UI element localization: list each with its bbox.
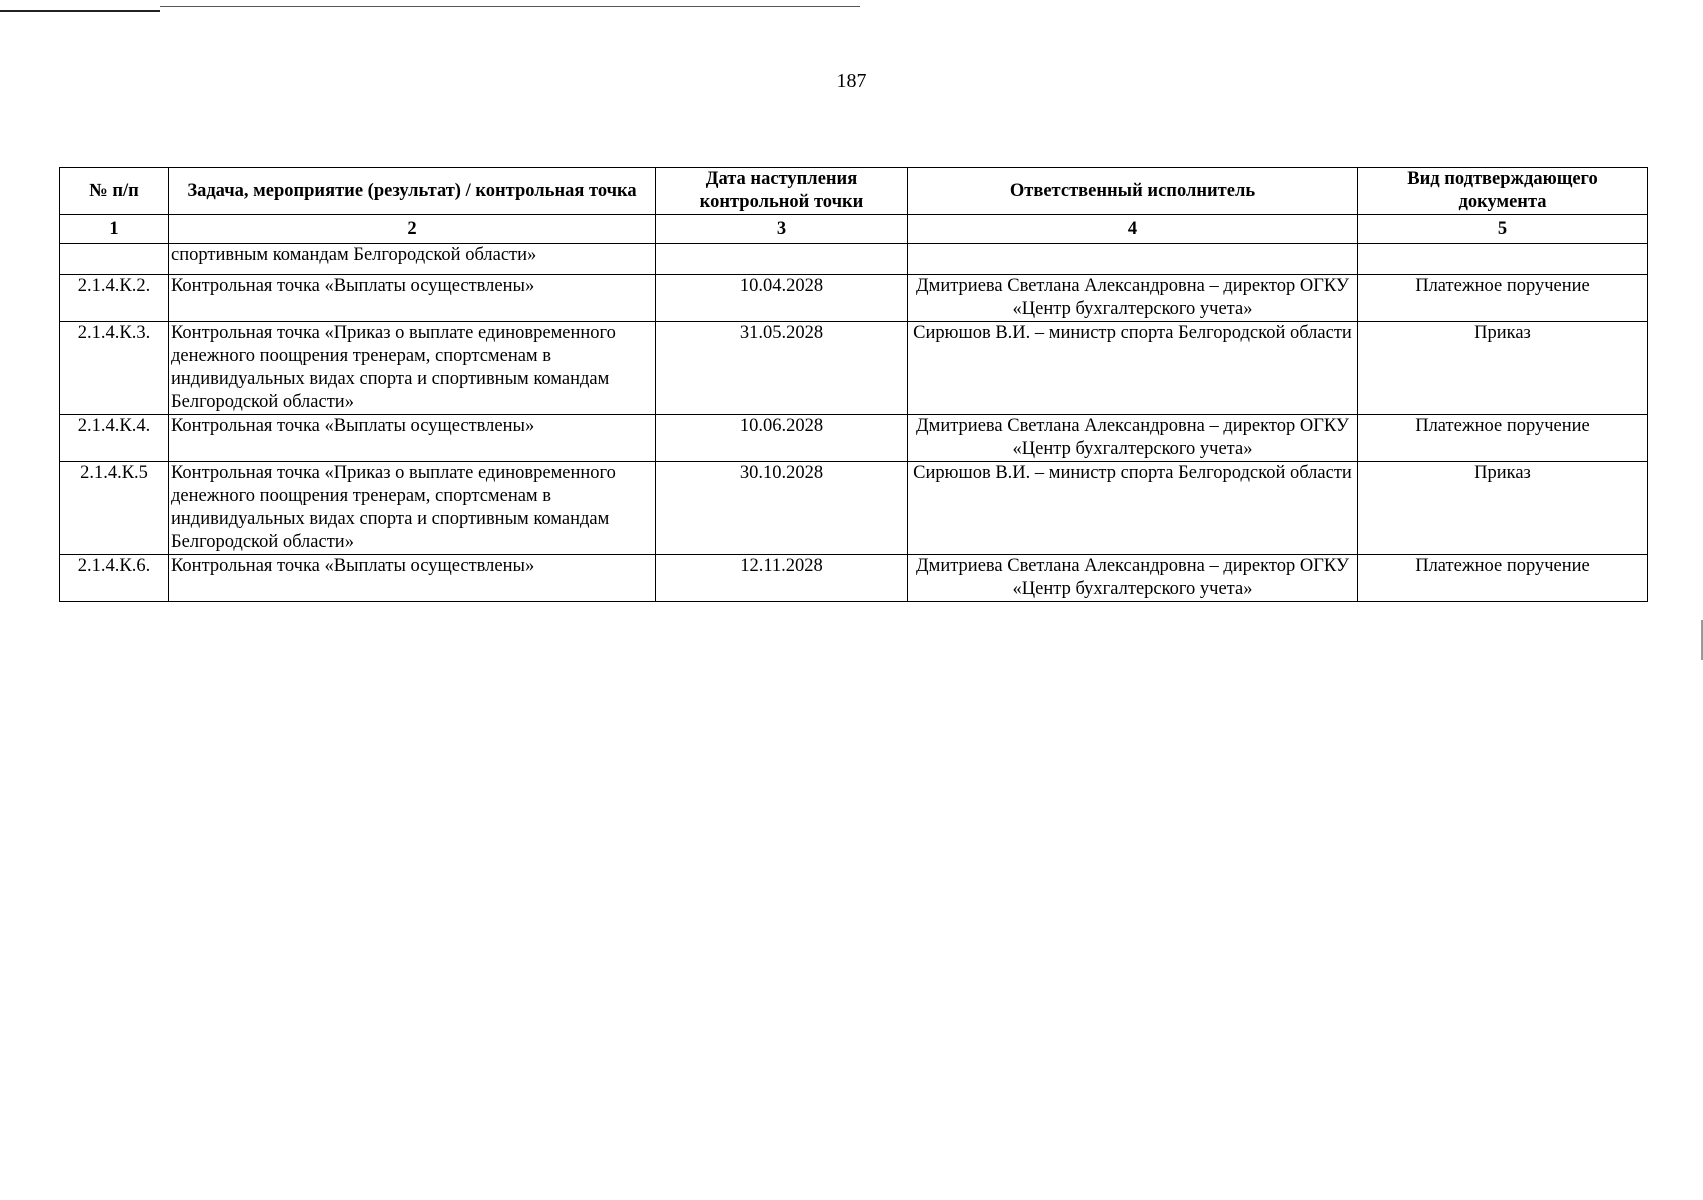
control-points-table xyxy=(59,167,1648,602)
column-number: 3 xyxy=(656,215,908,244)
table-row xyxy=(60,322,1648,415)
row-executor: Сирюшов В.И. – министр спорта Белгородской области xyxy=(908,462,1358,555)
header-num: № п/п xyxy=(60,168,169,215)
row-document xyxy=(1358,244,1648,275)
column-number: 2 xyxy=(169,215,656,244)
row-number: 2.1.4.К.6. xyxy=(60,555,169,602)
row-date: 10.04.2028 xyxy=(656,275,908,322)
table-header-row xyxy=(60,168,1648,215)
row-number: 2.1.4.К.4. xyxy=(60,415,169,462)
table-row xyxy=(60,415,1648,462)
row-number: 2.1.4.К.5 xyxy=(60,462,169,555)
row-task: Контрольная точка «Выплаты осуществлены» xyxy=(169,415,656,462)
scan-border-line xyxy=(160,6,860,7)
row-document: Платежное поручение xyxy=(1358,275,1648,322)
header-task: Задача, мероприятие (результат) / контрольная точка xyxy=(169,168,656,215)
column-number: 5 xyxy=(1358,215,1648,244)
row-task: Контрольная точка «Выплаты осуществлены» xyxy=(169,275,656,322)
row-number xyxy=(60,244,169,275)
row-number: 2.1.4.К.3. xyxy=(60,322,169,415)
header-date: Дата наступления контрольной точки xyxy=(656,168,908,215)
column-number: 1 xyxy=(60,215,169,244)
row-date: 10.06.2028 xyxy=(656,415,908,462)
column-number: 4 xyxy=(908,215,1358,244)
row-executor: Сирюшов В.И. – министр спорта Белгородской области xyxy=(908,322,1358,415)
row-executor: Дмитриева Светлана Александровна – директор ОГКУ «Центр бухгалтерского учета» xyxy=(908,555,1358,602)
table-row xyxy=(60,275,1648,322)
row-number: 2.1.4.К.2. xyxy=(60,275,169,322)
row-executor: Дмитриева Светлана Александровна – директор ОГКУ «Центр бухгалтерского учета» xyxy=(908,415,1358,462)
row-document: Платежное поручение xyxy=(1358,555,1648,602)
row-executor: Дмитриева Светлана Александровна – директор ОГКУ «Центр бухгалтерского учета» xyxy=(908,275,1358,322)
table-row xyxy=(60,555,1648,602)
row-date xyxy=(656,244,908,275)
header-document: Вид подтверждающего документа xyxy=(1358,168,1648,215)
scan-border-line xyxy=(0,10,160,12)
row-date: 12.11.2028 xyxy=(656,555,908,602)
row-date: 30.10.2028 xyxy=(656,462,908,555)
column-numbers-row xyxy=(60,215,1648,244)
row-task: спортивным командам Белгородской области» xyxy=(169,244,656,275)
table-row xyxy=(60,462,1648,555)
row-date: 31.05.2028 xyxy=(656,322,908,415)
row-task: Контрольная точка «Выплаты осуществлены» xyxy=(169,555,656,602)
row-executor xyxy=(908,244,1358,275)
row-document: Приказ xyxy=(1358,322,1648,415)
row-task: Контрольная точка «Приказ о выплате единовременного денежного поощрения тренерам, спортсменам в индивидуальных видах спорта и спортивным командам Белгородской области» xyxy=(169,322,656,415)
row-document: Платежное поручение xyxy=(1358,415,1648,462)
row-document: Приказ xyxy=(1358,462,1648,555)
row-task: Контрольная точка «Приказ о выплате единовременного денежного поощрения тренерам, спортсменам в индивидуальных видах спорта и спортивным командам Белгородской области» xyxy=(169,462,656,555)
header-executor: Ответственный исполнитель xyxy=(908,168,1358,215)
page-number: 187 xyxy=(836,70,867,92)
table-row xyxy=(60,244,1648,275)
